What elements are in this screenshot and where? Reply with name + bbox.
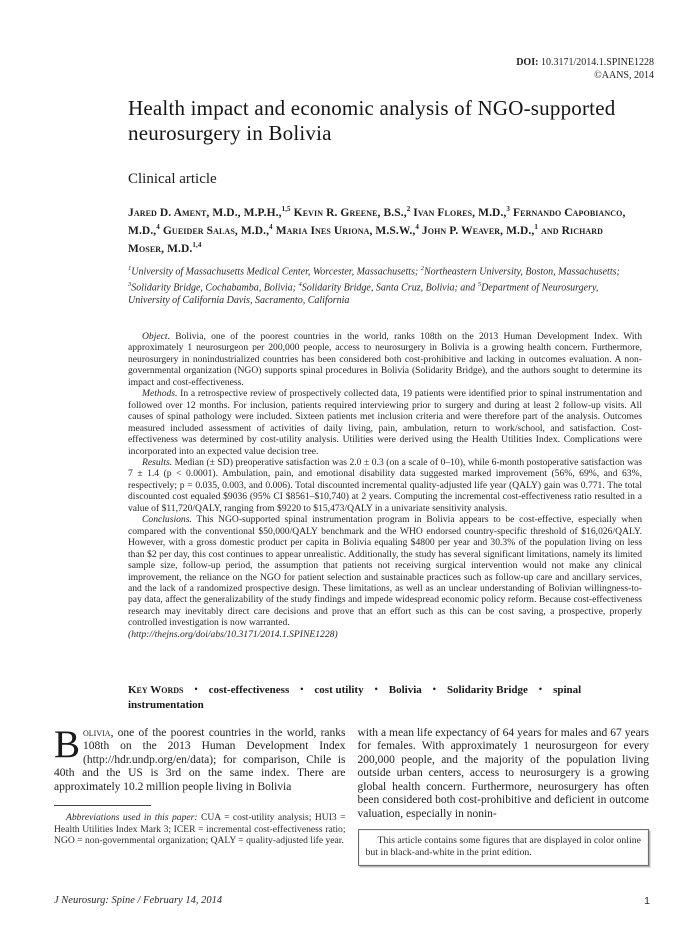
abstract-object-label: Object. xyxy=(142,331,170,342)
doi-line xyxy=(516,57,654,70)
color-figures-notice-box xyxy=(358,829,650,866)
keywords-label: Key Words xyxy=(128,684,184,696)
keyword-item: Solidarity Bridge xyxy=(446,684,528,696)
body-left-column xyxy=(54,723,346,866)
body-right-text: with a mean life expectancy of 64 years for males and 67 years for females. With approximately 1 neurosurgeon for every 200,000 people, and the majority of the population living outside urban centers, access to neurosurgery is a growing global health concern. Furthermore, neurosurgery has often been considered both cost-prohibitive and deficient in outcome valuation, especially in nonin- xyxy=(357,727,649,820)
affiliation-superscript: 2 xyxy=(420,265,424,272)
author-affiliation-superscript: 4 xyxy=(415,222,419,231)
keyword-item: cost utility xyxy=(314,684,364,696)
keyword-bullet: • xyxy=(374,684,378,694)
abbreviations-body: CUA = cost-utility analysis; HUI3 = Health Utilities Index Mark 3; ICER = incremental cost-effectiveness ratio; NGO = non-governmental organization; QALY = quality-adjusted life year. xyxy=(54,812,346,847)
article-type-label: Clinical article xyxy=(128,171,217,187)
affiliation-text: Northeastern University, Boston, Massachusetts; xyxy=(424,266,620,278)
author-name: Maria Ines Uriona, M.S.W., xyxy=(275,224,416,237)
author-name: Gueider Salas, M.D., xyxy=(162,224,270,237)
abstract-results-text: Median (± SD) preoperative satisfaction was 2.0 ± 0.3 (on a scale of 0–10), while 6-month postoperative satisfaction was 7 ± 1.4 (p < 0.0001). Ambulation, pain, and emotional disability data suggested marked improvement (56%, 69%, and 63%, respectively; p = 0.035, 0.003, and 0.006). Total discounted incremental quality-adjusted life year (QALY) gain was 0.771. The total discounted cost equaled $9036 (95% CI $8561–$10,740) at 2 years. Computing the incremental cost-effectiveness ratio resulted in a value of $11,720/QALY, ranging from $9220 to $15,473/QALY in a univariate sensitivity analysis. xyxy=(128,456,642,514)
abstract-conclusions-text: This NGO-supported spinal instrumentation program in Bolivia appears to be cost-effective, especially when compared with the conventional $50,000/QALY benchmark and the WHO endorsed country-specific threshold of $16,026/QALY. However, with a gross domestic product per capita in Bolivia equaling $4800 per year and 30.3% of the population living on less than $2 per day, this cost continues to appear unrealistic. Additionally, the study has several significant limitations, namely its limited sample size, follow-up period, the assumption that patients not receiving surgical intervention would not make any clinical improvement, the reliance on the NGO for patient selection and sustainable practices such as follow-up care and ancillary services, and the lack of a randomized prospective design. These limitations, as well as an unclear understanding of Bolivian willingness-to-pay data, affect the generalizability of the study findings and impede widespread economic policy reform. Because cost-effectiveness research may inevitably direct care decisions and prove that an effort such as this can be cost saving, a prospective, properly controlled investigation is now warranted. xyxy=(128,514,642,629)
author-affiliation-superscript: 4 xyxy=(269,222,273,231)
keyword-item: Bolivia xyxy=(388,684,422,696)
author-list xyxy=(128,202,642,255)
author-name: and Richard Moser, M.D. xyxy=(128,224,604,255)
keyword-item: spinal instrumentation xyxy=(128,684,582,711)
copyright-line: ©AANS, 2014 xyxy=(594,69,654,81)
abstract-methods-label: Methods. xyxy=(142,388,178,400)
keyword-bullet: • xyxy=(300,684,304,694)
author-affiliation-superscript: 1,4 xyxy=(192,240,202,249)
author-affiliation-superscript: 4 xyxy=(156,222,160,231)
affiliation-text: Department of Neurosurgery, University of California Davis, Sacramento, California xyxy=(128,282,599,306)
abstract-methods-paragraph xyxy=(128,388,642,457)
footnote-rule xyxy=(54,805,151,806)
keyword-list xyxy=(128,684,581,711)
abstract-object-paragraph xyxy=(128,331,642,388)
affiliation-superscript: 5 xyxy=(477,280,482,288)
body-columns xyxy=(54,723,649,866)
abstract-results-paragraph xyxy=(128,457,642,514)
abbreviations-text xyxy=(54,812,346,847)
author-affiliation-superscript: 3 xyxy=(506,205,511,213)
body-left-text: , one of the poorest countries in the world, ranks 108th on the 2013 Human Development Index (http://hdr.undp.org/en/data); for comparison, Chile is 40th and the US is 3rd on the same index. There are approximately 10.2 million people living in Bolivia xyxy=(54,727,346,793)
page-number: 1 xyxy=(644,895,650,907)
keyword-bullet: • xyxy=(538,684,543,694)
keyword-bullet: • xyxy=(194,684,198,694)
affiliation-text: Solidarity Bridge, Santa Cruz, Bolivia; and xyxy=(301,282,478,294)
keyword-item: cost-effectiveness xyxy=(208,684,290,696)
keywords-line xyxy=(128,682,606,712)
abstract-conclusions-paragraph xyxy=(128,514,642,629)
keyword-bullet: • xyxy=(432,684,436,694)
author-affiliation-superscript: 1,5 xyxy=(281,205,291,213)
abbreviations-label: Abbreviations used in this paper: xyxy=(66,812,198,824)
abstract-methods-text: In a retrospective review of prospectively collected data, 19 patients were identified prior to spinal instrumentation and followed over 12 months. For inclusion, patients required interviewing prior to surgery and during at least 2 follow-up visits. All causes of spinal pathology were included. Sixteen patients met inclusion criteria and were therefore part of the analysis. Outcomes measured included assessment of activities of daily living, pain, ambulation, return to work/school, and satisfaction. Cost-effectiveness was determined by cost-utility analysis. Utilities were derived using the Health Utilities Index. Complications were incorporated into an expected value decision tree. xyxy=(128,388,642,457)
abstract xyxy=(128,331,642,640)
abbreviations-footnote xyxy=(54,805,346,847)
affiliation-superscript: 4 xyxy=(298,280,302,288)
affiliation-list xyxy=(128,263,633,307)
doi-block xyxy=(516,57,654,82)
journal-citation: J Neurosurg: Spine / February 14, 2014 xyxy=(54,895,223,906)
author-name: Ivan Flores, M.D., xyxy=(413,206,507,219)
author-affiliation-superscript: 2 xyxy=(406,205,411,213)
abstract-results-label: Results. xyxy=(142,456,173,468)
doi-label: DOI: xyxy=(516,57,539,68)
color-figures-notice-text: This article contains some figures that are displayed in color online but in black-and-white in the print edition. xyxy=(365,835,641,859)
doi-value: 10.3171/2014.1.SPINE1228 xyxy=(538,57,654,68)
abstract-conclusions-label: Conclusions. xyxy=(142,514,192,526)
author-name: Jared D. Ament, M.D., M.P.H., xyxy=(128,206,282,219)
affiliation-text: University of Massachusetts Medical Center, Worcester, Massachusetts; xyxy=(131,266,421,278)
body-right-column xyxy=(358,727,650,866)
drop-cap: B xyxy=(54,723,81,766)
body-intro-paragraph xyxy=(54,723,346,794)
page-title: Health impact and economic analysis of NGO-supported neurosurgery in Bolivia xyxy=(128,96,616,145)
page-footer xyxy=(54,895,650,907)
abstract-object-text: Bolivia, one of the poorest countries in the world, ranks 108th on the 2013 Human Development Index. With approximately 1 neurosurgeon per 200,000 people, access to neurosurgery in Bolivia is a growing health concern. Furthermore, neurosurgery in nonindustrialized countries has been considered both cost-prohibitive and lacking in outcomes evaluation. A non-governmental organization (NGO) supports spinal procedures in Bolivia (Solidarity Bridge), and the authors sought to determine its impact and cost-effectiveness. xyxy=(128,331,642,388)
lead-word-small-caps: olivia xyxy=(83,727,111,739)
affiliation-superscript: 3 xyxy=(128,280,132,288)
affiliation-superscript: 1 xyxy=(128,265,132,272)
author-name: Kevin R. Greene, B.S., xyxy=(293,206,407,219)
author-affiliation-superscript: 1 xyxy=(534,222,538,231)
author-name: John P. Weaver, M.D., xyxy=(421,224,535,237)
affiliation-text: Solidarity Bridge, Cochabamba, Bolivia; xyxy=(131,282,299,294)
author-name: Fernando Capobianco, M.D., xyxy=(128,206,626,237)
abstract-doi-link[interactable]: (http://thejns.org/doi/abs/10.3171/2014.1.SPINE1228) xyxy=(128,628,338,640)
